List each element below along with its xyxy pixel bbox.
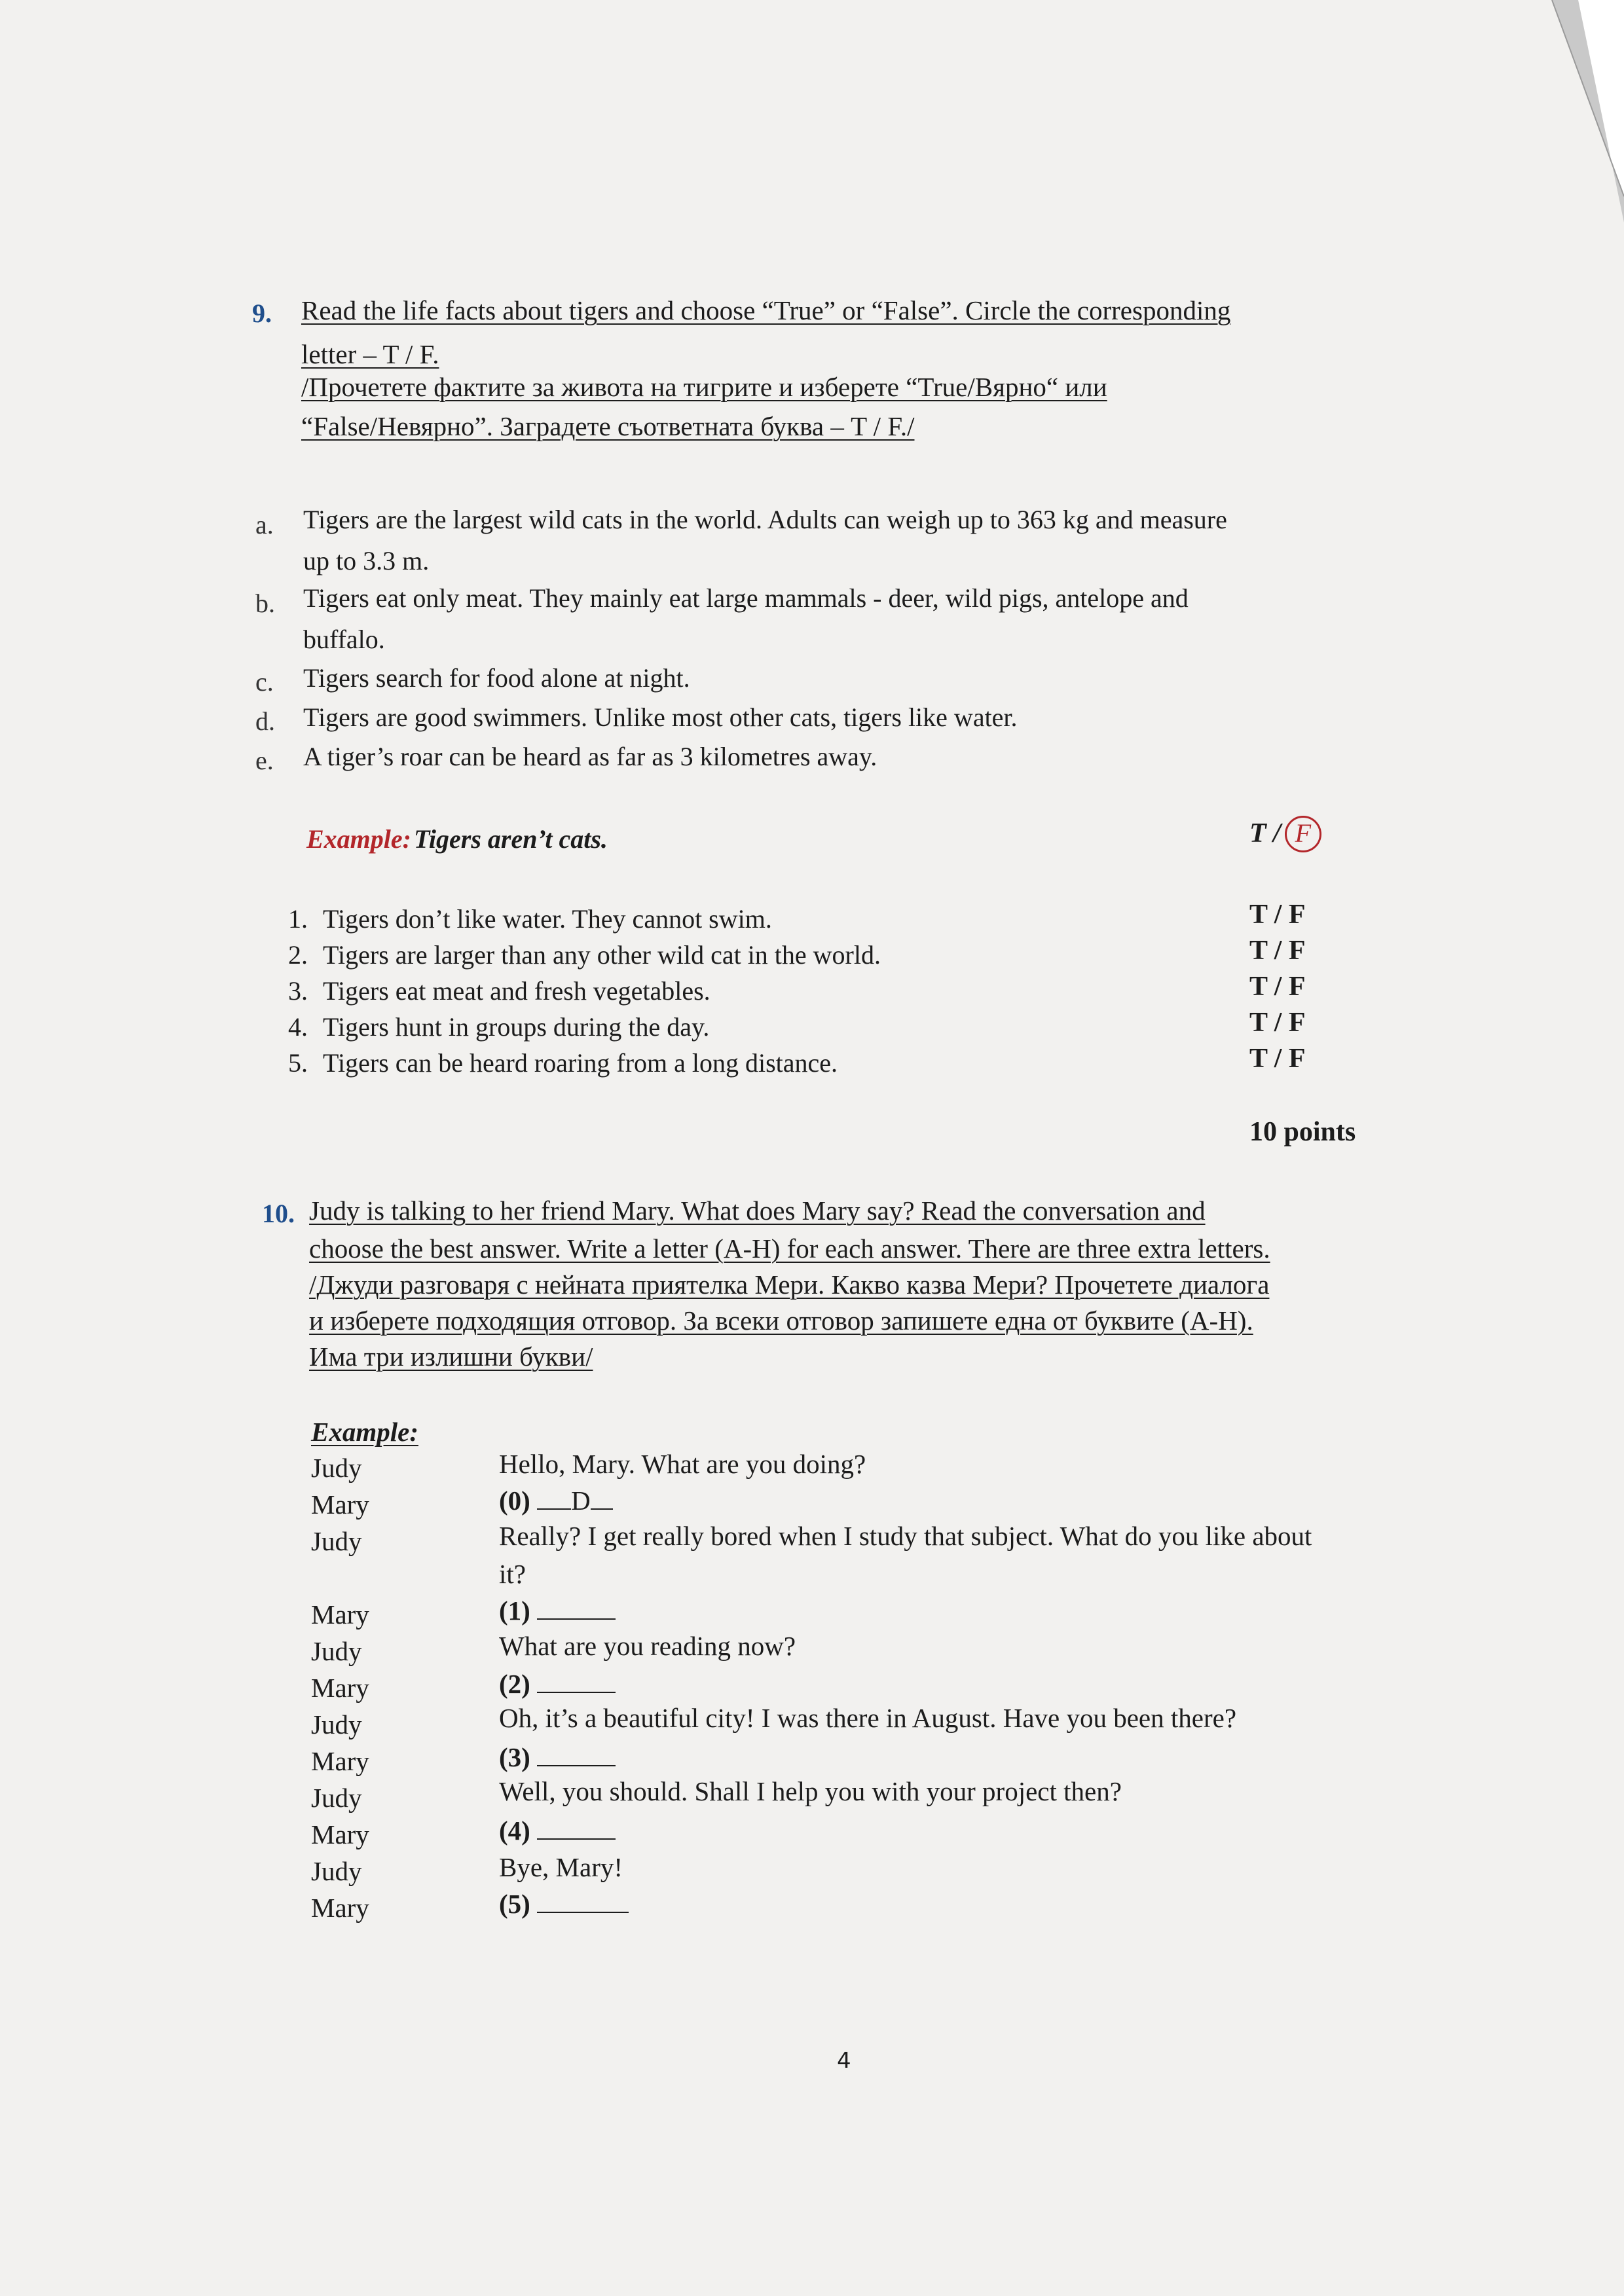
q9-number: 9. xyxy=(252,299,272,328)
gap-line[interactable] xyxy=(537,1816,616,1840)
fact-text: up to 3.3 m. xyxy=(303,546,430,575)
dialogue-line: Oh, it’s a beautiful city! I was there in August. Have you been there? xyxy=(499,1703,1237,1733)
statement-text: Tigers hunt in groups during the day. xyxy=(323,1012,710,1042)
folded-corner xyxy=(1454,0,1624,223)
gap-line[interactable] xyxy=(537,1889,629,1913)
speaker: Mary xyxy=(311,1489,369,1520)
answer-gap-5[interactable] xyxy=(499,1888,629,1920)
dialogue-line: Well, you should. Shall I help you with your project then? xyxy=(499,1776,1122,1806)
answer-gap-2[interactable] xyxy=(499,1668,616,1700)
speaker: Mary xyxy=(311,1673,369,1703)
dialogue-line: Hello, Mary. What are you doing? xyxy=(499,1449,866,1479)
fact-text: A tiger’s roar can be heard as far as 3 kilometres away. xyxy=(303,742,877,771)
dialogue-line: Bye, Mary! xyxy=(499,1852,623,1882)
statement-text: Tigers can be heard roaring from a long distance. xyxy=(323,1048,838,1078)
speaker: Judy xyxy=(311,1856,362,1886)
dialogue-line: What are you reading now? xyxy=(499,1631,796,1661)
gap-number: (4) xyxy=(499,1815,530,1846)
speaker: Judy xyxy=(311,1783,362,1813)
q9-example xyxy=(306,824,608,854)
answer-gap-3[interactable] xyxy=(499,1741,616,1773)
fact-text: Tigers eat only meat. They mainly eat large mammals - deer, wild pigs, antelope and xyxy=(303,583,1189,613)
example-gap xyxy=(499,1485,613,1516)
statement-number: 4. xyxy=(288,1012,308,1042)
speaker: Judy xyxy=(311,1636,362,1666)
gap-number: (2) xyxy=(499,1669,530,1699)
q9-instruction-en-2: letter – T / F. xyxy=(301,339,439,369)
page-number: 4 xyxy=(837,2048,851,2074)
fact-text: Tigers search for food alone at night. xyxy=(303,663,690,693)
gap-number: (1) xyxy=(499,1595,530,1626)
gap-line[interactable] xyxy=(537,1669,616,1693)
statement-number: 5. xyxy=(288,1048,308,1078)
q9-instruction-bg-2: “False/Невярно”. Заградете съответната буква – T / F./ xyxy=(301,411,915,441)
q10-instruction: /Джуди разговаря с нейната приятелка Мери. Какво казва Мери? Прочетете диалога xyxy=(309,1269,1270,1300)
answer-gap-1[interactable] xyxy=(499,1595,616,1626)
gap-number: (0) xyxy=(499,1485,530,1516)
gap-line[interactable] xyxy=(537,1596,616,1620)
tf-choice[interactable]: T / F xyxy=(1249,900,1306,930)
statement-number: 1. xyxy=(288,904,308,934)
q10-instruction: Има три излишни букви/ xyxy=(309,1341,593,1372)
dialogue-line: Really? I get really bored when I study that subject. What do you like about xyxy=(499,1521,1312,1551)
q10-instruction: и изберете подходящия отговор. За всеки отговор запишете една от буквите (А-Н). xyxy=(309,1305,1253,1336)
tf-choice[interactable]: T / F xyxy=(1249,1044,1306,1074)
statement-text: Tigers eat meat and fresh vegetables. xyxy=(323,976,710,1006)
speaker: Mary xyxy=(311,1819,369,1850)
speaker: Mary xyxy=(311,1746,369,1776)
example-text: Tigers aren’t cats. xyxy=(413,824,608,854)
fact-label: d. xyxy=(255,706,275,736)
q10-example-label: Example: xyxy=(311,1417,418,1447)
tf-choice[interactable]: T / F xyxy=(1249,972,1306,1002)
fact-label: b. xyxy=(255,589,275,618)
example-answer-letter: D xyxy=(571,1485,591,1516)
fact-label: c. xyxy=(255,667,274,697)
q10-instruction: choose the best answer. Write a letter (A-H) for each answer. There are three extra letters. xyxy=(309,1233,1270,1264)
speaker: Judy xyxy=(311,1453,362,1483)
fact-label: e. xyxy=(255,746,274,775)
example-t: T / xyxy=(1249,818,1281,848)
circled-f: F xyxy=(1285,816,1321,852)
answer-gap-4[interactable] xyxy=(499,1815,616,1846)
statement-text: Tigers don’t like water. They cannot swim. xyxy=(323,904,772,934)
fact-label: a. xyxy=(255,510,274,539)
example-answer xyxy=(1249,816,1321,852)
tf-choice[interactable]: T / F xyxy=(1249,1008,1306,1038)
q9-instruction-bg-1: /Прочетете фактите за живота на тигрите и изберете “True/Вярно“ или xyxy=(301,372,1107,402)
tf-choice[interactable]: T / F xyxy=(1249,936,1306,966)
fact-text: buffalo. xyxy=(303,625,385,654)
dialogue-line: it? xyxy=(499,1559,526,1589)
q9-instruction-en-1: Read the life facts about tigers and choose “True” or “False”. Circle the corresponding xyxy=(301,295,1231,325)
statement-number: 3. xyxy=(288,976,308,1006)
gap-number: (3) xyxy=(499,1742,530,1772)
fact-text: Tigers are the largest wild cats in the world. Adults can weigh up to 363 kg and measure xyxy=(303,505,1227,534)
fact-text: Tigers are good swimmers. Unlike most other cats, tigers like water. xyxy=(303,702,1018,732)
speaker: Judy xyxy=(311,1709,362,1740)
q10-instruction: Judy is talking to her friend Mary. What does Mary say? Read the conversation and xyxy=(309,1195,1206,1226)
speaker: Judy xyxy=(311,1526,362,1556)
gap-line[interactable] xyxy=(537,1743,616,1766)
example-label: Example: xyxy=(306,824,411,854)
gap-line xyxy=(591,1486,613,1510)
gap-number: (5) xyxy=(499,1889,530,1919)
statement-text: Tigers are larger than any other wild cat in the world. xyxy=(323,940,881,970)
statement-number: 2. xyxy=(288,940,308,970)
q9-points: 10 points xyxy=(1249,1117,1356,1147)
gap-line xyxy=(537,1486,571,1510)
speaker: Mary xyxy=(311,1599,369,1630)
q10-number: 10. xyxy=(262,1199,295,1228)
speaker: Mary xyxy=(311,1893,369,1923)
